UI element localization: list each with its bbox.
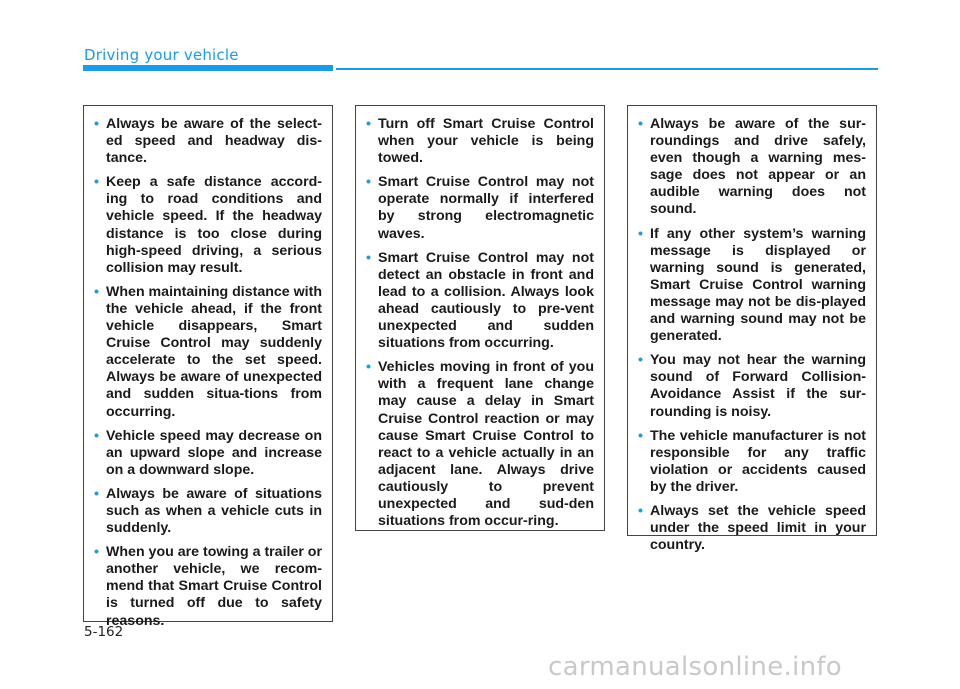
bullet-text: Always set the vehicle speed under the speed limit in your country. <box>650 502 866 554</box>
bullet-icon: • <box>94 283 99 300</box>
bullet-text: Always be aware of the select-ed speed and headway dis-tance. <box>106 116 322 167</box>
bullet-icon: • <box>366 359 371 376</box>
bullet-icon: • <box>94 174 99 191</box>
bullet-item <box>636 503 866 554</box>
bullet-icon: • <box>638 116 643 132</box>
bullet-icon: • <box>94 427 99 444</box>
bullet-icon: • <box>94 116 99 132</box>
caution-box-1 <box>83 105 333 629</box>
bullet-text: The vehicle manufacturer is not responsible for any traffic violation or accidents caused by the driver. <box>650 427 866 495</box>
bullet-item <box>364 116 594 167</box>
bullet-icon: • <box>366 116 371 132</box>
bullet-item <box>92 174 322 277</box>
section-title: Driving your vehicle <box>84 46 239 64</box>
caution-box-2 <box>355 105 605 531</box>
bullet-text: Vehicles moving in front of you with a frequent lane change may cause a delay in Smart Cruise Control reaction or may cause Smart Cruise Control to react to a vehicle actually in an adjacent lane. Always drive cautiously to prevent unexpected and sud-den situations from occur-ring. <box>378 359 594 530</box>
bullet-icon: • <box>638 502 643 519</box>
bullet-list <box>636 116 866 554</box>
bullet-icon: • <box>366 174 371 191</box>
bullet-text: When maintaining distance with the vehicle ahead, if the front vehicle disappears, Smart Cruise Control may suddenly accelerate to the set speed. Always be aware of unexpected and sudden situa-tions from occurring. <box>106 283 322 420</box>
bullet-list <box>92 116 322 630</box>
bullet-item <box>364 359 594 530</box>
bullet-text: Always be aware of situations such as when a vehicle cuts in suddenly. <box>106 485 322 537</box>
bullet-text: When you are towing a trailer or another vehicle, we recom-mend that Smart Cruise Control is turned off due to safety reasons. <box>106 544 322 629</box>
bullet-icon: • <box>638 352 643 369</box>
bullet-item <box>636 226 866 346</box>
section-title-bar <box>83 65 333 71</box>
bullet-text: Smart Cruise Control may not operate normally if interfered by strong electromagnetic waves. <box>378 174 594 242</box>
bullet-text: You may not hear the warning sound of Forward Collision-Avoidance Assist if the sur-rounding is noisy. <box>650 352 866 420</box>
bullet-text: Turn off Smart Cruise Control when your vehicle is being towed. <box>378 116 594 167</box>
bullet-item <box>92 428 322 479</box>
bullet-text: Always be aware of the sur-roundings and drive safely, even though a warning mes-sage does not appear or an audible warning does not sound. <box>650 116 866 218</box>
bullet-icon: • <box>94 485 99 502</box>
page-number: 5-162 <box>84 624 124 640</box>
section-header-rule <box>336 68 878 70</box>
bullet-icon: • <box>366 249 371 266</box>
bullet-item <box>364 174 594 242</box>
bullet-text: Vehicle speed may decrease on an upward slope and increase on a downward slope. <box>106 427 322 478</box>
caution-box-3 <box>627 105 877 554</box>
watermark-text: carmanualsonline.info <box>548 652 843 682</box>
bullet-item <box>364 250 594 353</box>
bullet-icon: • <box>94 544 99 561</box>
bullet-text: If any other system’s warning message is displayed or warning sound is generated, Smart Cruise Control warning message may not be dis-played and warning sound may not be generated. <box>650 225 866 345</box>
bullet-text: Smart Cruise Control may not detect an obstacle in front and lead to a collision. Always look ahead cautiously to pre-vent unexpected and sudden situations from occurring. <box>378 249 594 352</box>
bullet-icon: • <box>638 427 643 444</box>
bullet-item <box>92 544 322 629</box>
bullet-item <box>92 284 322 421</box>
bullet-item <box>636 116 866 219</box>
bullet-item <box>636 352 866 420</box>
bullet-item <box>636 428 866 496</box>
bullet-icon: • <box>638 225 643 242</box>
bullet-list <box>364 116 594 530</box>
bullet-item <box>92 486 322 537</box>
bullet-item <box>92 116 322 167</box>
bullet-text: Keep a safe distance accord-ing to road conditions and vehicle speed. If the headway distance is too close during high-speed driving, a serious collision may result. <box>106 174 322 276</box>
